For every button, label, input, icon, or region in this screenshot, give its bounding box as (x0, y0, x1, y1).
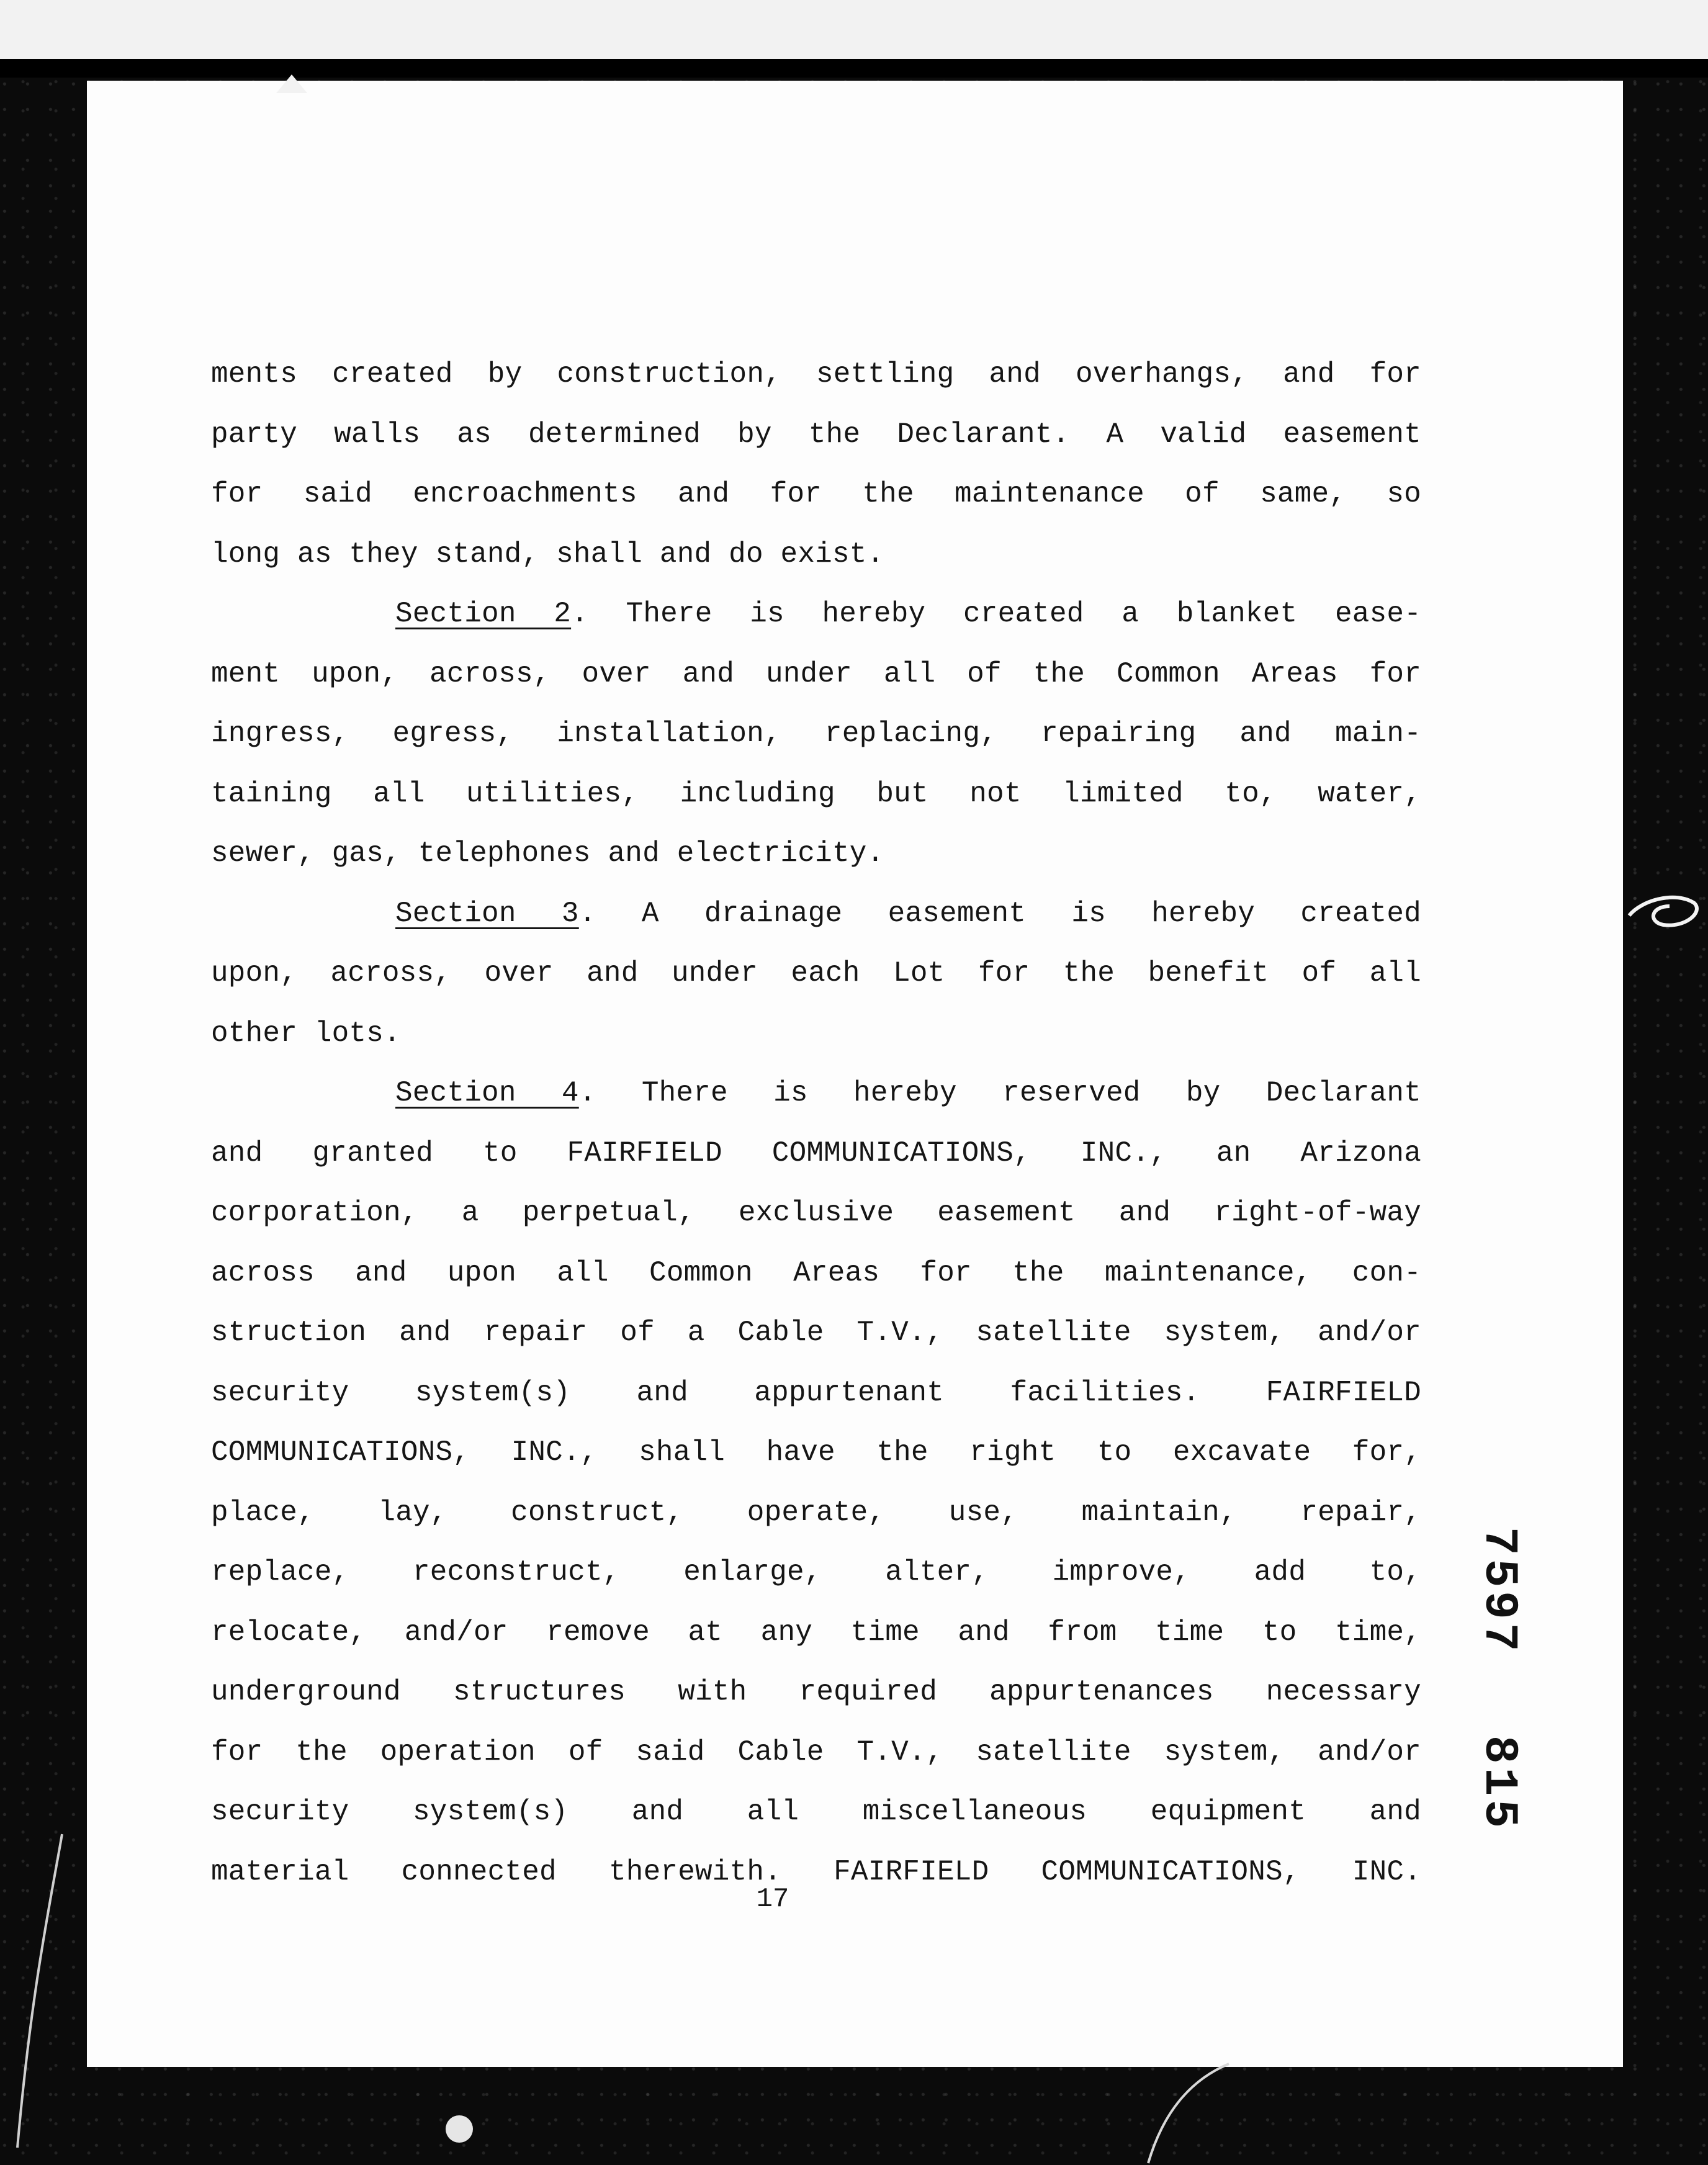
body-line: ment upon, across, over and under all of the Common Areas for (211, 657, 1421, 690)
body-line: other lots. (211, 1017, 401, 1050)
scan-scratch-bottom (1136, 2061, 1235, 2165)
scan-top-band (0, 59, 1708, 78)
body-line: and granted to FAIRFIELD COMMUNICATIONS, INC., an Arizona (211, 1137, 1421, 1169)
pen-loop-mark (1626, 888, 1707, 937)
body-line: COMMUNICATIONS, INC., shall have the right to excavate for, (211, 1436, 1421, 1469)
recording-stamp (1462, 1527, 1536, 1850)
section-4-first-text: . There is hereby reserved by Declarant (578, 1077, 1421, 1109)
body-line: upon, across, over and under each Lot for the benefit of all (211, 957, 1421, 989)
recording-page-number: 815 (1472, 1735, 1526, 1832)
section-2-first-text: . There is hereby created a blanket ease- (571, 598, 1421, 630)
body-line: for the operation of said Cable T.V., satellite system, and/or (211, 1735, 1421, 1768)
scan-dust-bottom (434, 2104, 484, 2154)
document-body (211, 344, 1421, 1902)
scan-top-strip (0, 0, 1708, 59)
section-3-first-text: . A drainage easement is hereby created (578, 897, 1421, 930)
body-line: underground structures with required appurtenances necessary (211, 1676, 1421, 1708)
page-number: 17 (756, 1884, 789, 1915)
body-line: ingress, egress, installation, replacing, repairing and main- (211, 718, 1421, 750)
section-4-heading: Section 4 (395, 1077, 579, 1109)
body-line: place, lay, construct, operate, use, maintain, repair, (211, 1496, 1421, 1529)
section-2-heading: Section 2 (395, 598, 572, 630)
scan-scratch-left (12, 1831, 68, 2154)
body-line: security system(s) and appurtenant facilities. FAIRFIELD (211, 1376, 1421, 1409)
body-line: struction and repair of a Cable T.V., satellite system, and/or (211, 1317, 1421, 1349)
section-2-first-line (211, 584, 1421, 644)
scan-mark-top-left (273, 71, 310, 96)
recording-book-number: 7597 (1472, 1527, 1526, 1655)
body-line: security system(s) and all miscellaneous equipment and (211, 1796, 1421, 1828)
body-line: across and upon all Common Areas for the maintenance, con- (211, 1256, 1421, 1289)
body-line: material connected therewith. FAIRFIELD COMMUNICATIONS, INC. (211, 1855, 1421, 1888)
body-line: taining all utilities, including but not limited to, water, (211, 777, 1421, 810)
body-line: for said encroachments and for the maintenance of same, so (211, 478, 1421, 510)
section-4-first-line (211, 1063, 1421, 1123)
body-line: party walls as determined by the Declarant. A valid easement (211, 418, 1421, 451)
body-line: relocate, and/or remove at any time and from time to time, (211, 1616, 1421, 1649)
section-3-first-line (211, 884, 1421, 944)
section-3-heading: Section 3 (395, 897, 579, 930)
body-line: long as they stand, shall and do exist. (211, 538, 884, 570)
body-line: corporation, a perpetual, exclusive easement and right-of-way (211, 1197, 1421, 1229)
body-line: ments created by construction, settling and overhangs, and for (211, 358, 1421, 390)
body-line: sewer, gas, telephones and electricity. (211, 837, 884, 870)
body-line: replace, reconstruct, enlarge, alter, improve, add to, (211, 1556, 1421, 1588)
